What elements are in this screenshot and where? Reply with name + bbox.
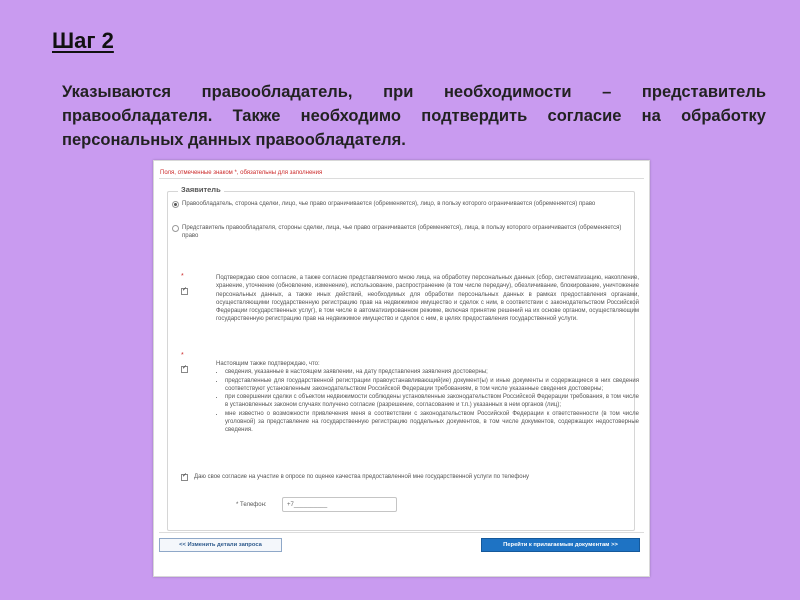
radio-representative-control[interactable] — [172, 225, 179, 232]
radio-owner-label: Правообладатель, сторона сделки, лицо, чье право ограничивается (обременяется), лицо, в пользу которого ограничивается (обременяется) право — [182, 201, 596, 207]
confirm-list — [216, 368, 639, 434]
survey-checkbox[interactable] — [181, 474, 188, 481]
confirm-block — [216, 360, 639, 435]
required-fields-note: Поля, отмеченные знаком *, обязательны для заполнения — [160, 170, 323, 176]
consent-text: Подтверждаю свое согласие, а также согласие представляемого мною лица, на обработку персональных данных (сбор, систематизацию, накопление, хранение, уточнение (обновление, изменение), использование, распространение (в том числе передачу), обезличивание, блокирование, уничтожение персональных данных, а также иных действий, необходимых для обработки персональных данных в рамках предоставления органами, осуществляющими государственную регистрацию прав на недвижимое имущество и сделок с ним, в соответствии с законодательством Российской Федерации государственных услуг), в том числе в автоматизированном режиме, включая принятие решений на их основе органом, осуществляющим государственную регистрацию прав на недвижимое имущество и сделок с ним, в целях предоставления государственной услуги. — [216, 275, 639, 323]
required-star: * — [181, 352, 184, 359]
confirm-checkbox[interactable] — [181, 366, 188, 373]
radio-owner[interactable] — [172, 200, 624, 208]
radio-representative[interactable] — [172, 224, 624, 241]
phone-input[interactable]: +7__________ — [282, 497, 397, 512]
confirm-intro: Настоящим также подтверждаю, что: — [216, 361, 320, 367]
slide-title: Шаг 2 — [52, 28, 114, 53]
next-button[interactable]: Перейти к прилагаемым документам >> — [481, 538, 640, 552]
list-item: • представленные для государственной регистрации правоустанавливающий(ие) документ(ы) и иные документы и содержащиеся в них сведения соответствуют установленным законодательством Российской Федерации требованиям, в том числе указанные сведения достоверны; — [225, 377, 639, 394]
slide-description: Указываются правообладатель, при необходимости – представитель правообладателя. Также необходимо подтвердить согласие на обработку персональных данных правообладателя. — [62, 83, 766, 149]
phone-label: * Телефон: — [236, 502, 267, 508]
list-item: • сведения, указанные в настоящем заявлении, на дату представления заявления достоверны; — [225, 368, 639, 376]
list-item: • мне известно о возможности привлечения меня в соответствии с законодательством Российской Федерации к ответственности (в том числе уголовной) за представление на государственную регистрацию поддельных документов, в том числе документов, содержащих недостоверные сведения. — [225, 410, 639, 435]
divider — [159, 532, 644, 533]
back-button[interactable]: << Изменить детали запроса — [159, 538, 282, 552]
list-item: • при совершении сделки с объектом недвижимости соблюдены установленные законодательством Российской Федерации требования, в том числе в установленных законом случаях получено согласие (разрешение, согласование и т.п.) указанных в нем органов (лиц); — [225, 393, 639, 410]
radio-representative-label: Представитель правообладателя, стороны сделки, лица, чье право ограничивается (обременяется), лица, в пользу которого ограничивается (обременяется) право — [182, 225, 622, 240]
divider — [159, 178, 644, 179]
applicant-legend: Заявитель — [178, 186, 224, 194]
applicant-fieldset — [167, 185, 639, 531]
survey-text: Даю свое согласие на участие в опросе по оценке качества предоставленной мне государственной услуги по телефону — [194, 474, 529, 480]
consent-checkbox[interactable] — [181, 288, 188, 295]
required-star: * — [181, 273, 184, 280]
form-screenshot — [153, 160, 650, 577]
radio-owner-control[interactable] — [172, 201, 179, 208]
